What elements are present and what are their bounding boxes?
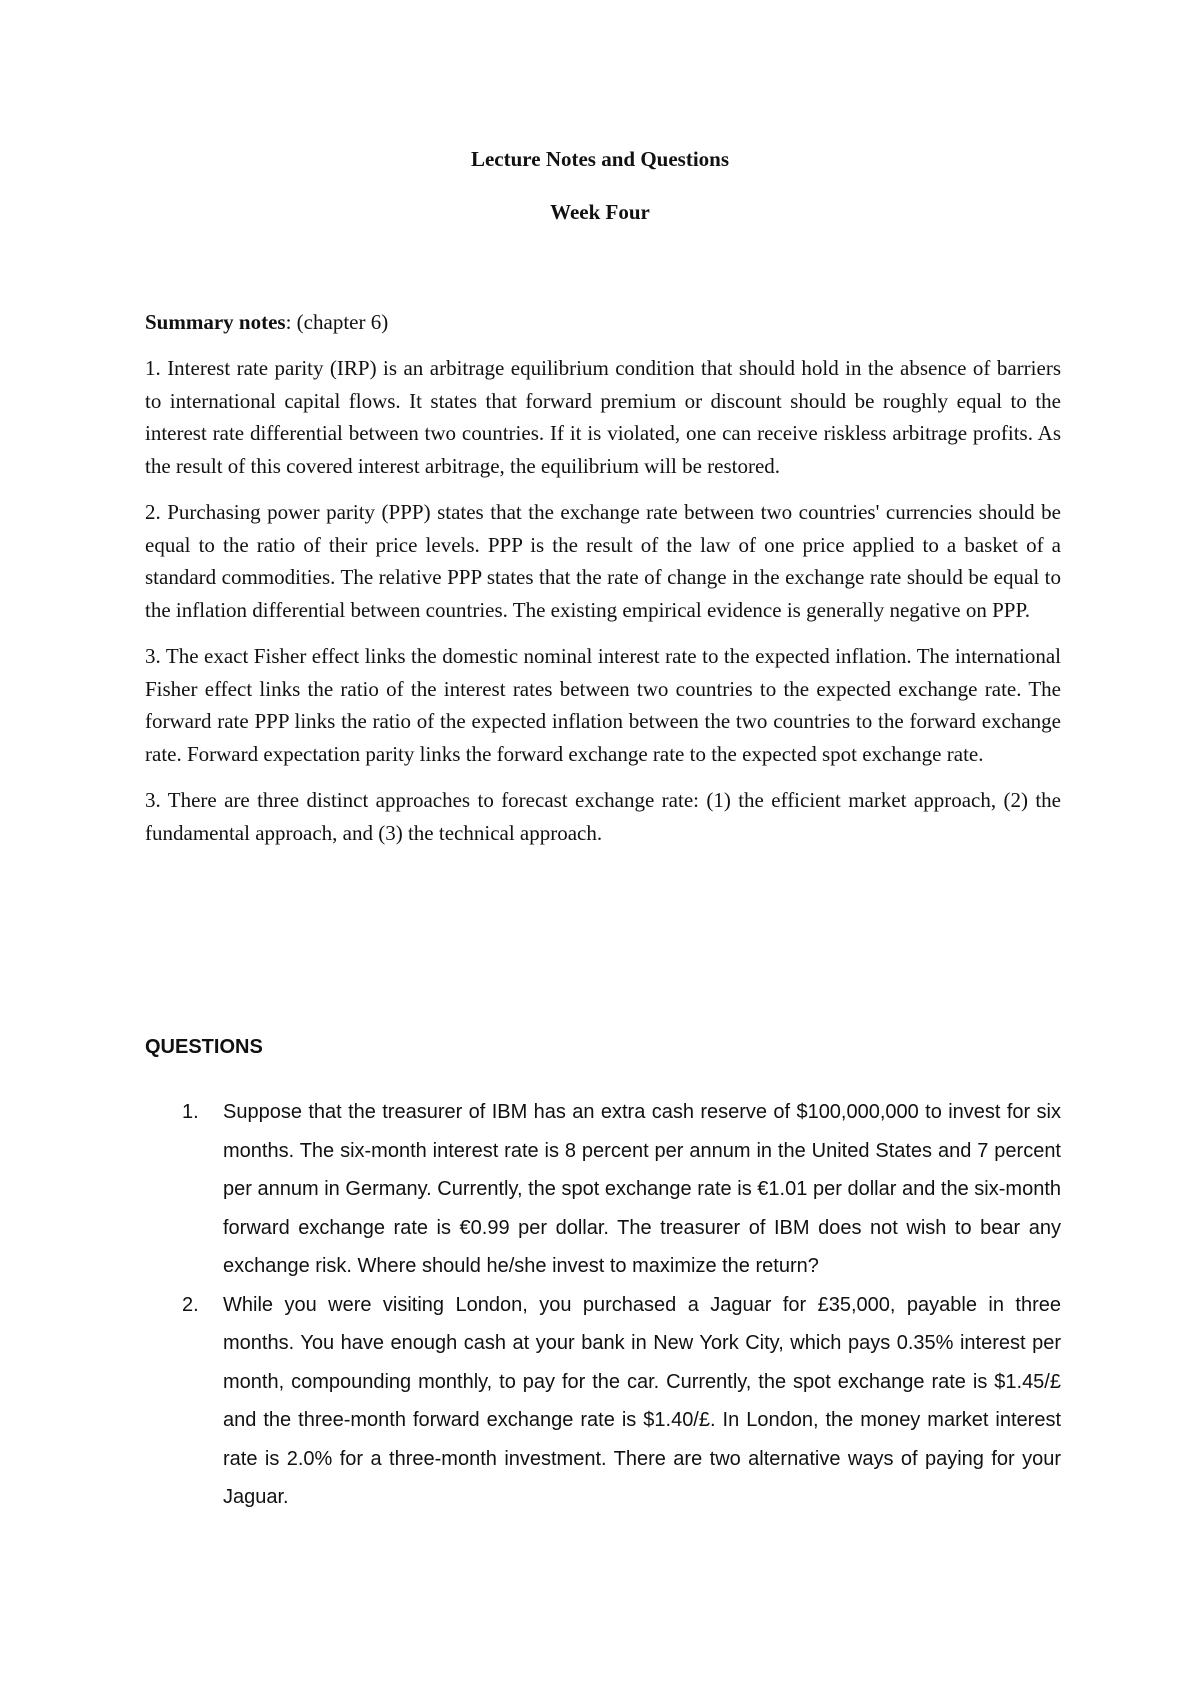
summary-paragraph-fisher: 3. The exact Fisher effect links the domestic nominal interest rate to the expected inflation. The international Fisher effect links the ratio of the interest rates between two countries to the expected exchange rate. The forward rate PPP links the ratio of the expected inflation between the two countries to the forward exchange rate. Forward expectation parity links the forward exchange rate to the expected spot exchange rate.: [145, 644, 1061, 766]
summary-paragraph-ppp: 2. Purchasing power parity (PPP) states that the exchange rate between two countries' currencies should be equal to the ratio of their price levels. PPP is the result of the law of one price applied to a basket of a standard commodities. The relative PPP states that the rate of change in the exchange rate should be equal to the inflation differential between countries. The existing empirical evidence is generally negative on PPP.: [145, 500, 1061, 622]
summary-heading-label: Summary notes: [145, 310, 286, 334]
questions-heading: QUESTIONS: [145, 1036, 263, 1058]
question-item: [145, 1093, 1061, 1286]
question-number: 2.: [182, 1293, 199, 1316]
document-subtitle: Week Four: [550, 200, 650, 224]
question-text: While you were visiting London, you purchased a Jaguar for £35,000, payable in three months. You have enough cash at your bank in New York City, which pays 0.35% interest per month, compounding monthly, to pay for the car. Currently, the spot exchange rate is $1.45/£ and the three-month forward exchange rate is $1.40/£. In London, the money market interest rate is 2.0% for a three-month investment. There are two alternative ways of paying for your Jaguar.: [223, 1293, 1061, 1508]
summary-heading: [145, 306, 1061, 338]
question-number: 1.: [182, 1101, 199, 1123]
summary-section: [145, 306, 1061, 863]
document-title: Lecture Notes and Questions: [470, 147, 730, 171]
question-text: Suppose that the treasurer of IBM has an extra cash reserve of $100,000,000 to invest for six months. The six-month interest rate is 8 percent per annum in the United States and 7 percent per annum in Germany. Currently, the spot exchange rate is €1.01 per dollar and the six-month forward exchange rate is €0.99 per dollar. The treasurer of IBM does not wish to bear any exchange risk. Where should he/she invest to maximize the return?: [223, 1101, 1061, 1277]
summary-heading-chapter: : (chapter 6): [285, 310, 389, 334]
question-item: [145, 1286, 1061, 1517]
summary-paragraph-forecast: 3. There are three distinct approaches to forecast exchange rate: (1) the efficient market approach, (2) the fundamental approach, and (3) the technical approach.: [145, 788, 1061, 845]
summary-paragraph-irp: 1. Interest rate parity (IRP) is an arbitrage equilibrium condition that should hold in the absence of barriers to international capital flows. It states that forward premium or discount should be roughly equal to the interest rate differential between two countries. If it is violated, one can receive riskless arbitrage profits. As the result of this covered interest arbitrage, the equilibrium will be restored.: [145, 356, 1061, 478]
questions-list: [145, 1093, 1061, 1517]
